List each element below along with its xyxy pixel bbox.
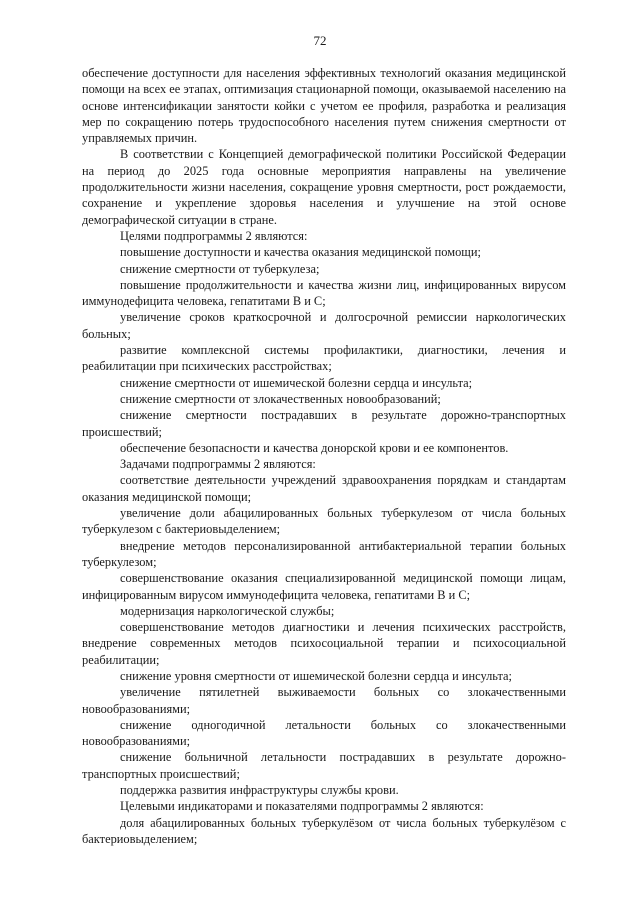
task-item: снижение уровня смертности от ишемической болезни сердца и инсульта; xyxy=(120,668,512,683)
task-item: увеличение пятилетней выживаемости больных со злокачественными новообразованиями; xyxy=(82,685,566,716)
indicator-item: доля абацилированных больных туберкулёзом от числа больных туберкулёзом с бактериовыделением; xyxy=(82,815,566,846)
goal-item: снижение смертности пострадавших в результате дорожно-транспортных происшествий; xyxy=(82,408,566,439)
goal-item: снижение смертности от туберкулеза; xyxy=(120,261,320,276)
paragraph-2: В соответствии с Концепцией демографической политики Российской Федерации на период до 2025 года основные мероприятия направлены на увеличение продолжительности жизни населения, сокращение уровня смертности, рост рождаемости, сохранение и укрепление здоровья населения и улучшение на этой основе демографической ситуации в стране. xyxy=(82,147,566,227)
goal-item: повышение доступности и качества оказания медицинской помощи; xyxy=(120,245,481,260)
goal-item: развитие комплексной системы профилактики, диагностики, лечения и реабилитации при психических расстройствах; xyxy=(82,343,566,374)
task-item: модернизация наркологической службы; xyxy=(120,603,335,618)
goal-item: обеспечение безопасности и качества донорской крови и ее компонентов. xyxy=(120,440,509,455)
task-item: внедрение методов персонализированной антибактериальной терапии больных туберкулезом; xyxy=(82,538,566,569)
task-item: совершенствование методов диагностики и лечения психических расстройств, внедрение современных методов психосоциальной терапии и психосоциальной реабилитации; xyxy=(82,620,566,667)
task-item: снижение больничной летальности пострадавших в результате дорожно-транспортных происшествий; xyxy=(82,750,566,781)
task-item: совершенствование оказания специализированной медицинской помощи лицам, инфицированным вирусом иммунодефицита человека, гепатитами В и С; xyxy=(82,571,566,602)
task-item: соответствие деятельности учреждений здравоохранения порядкам и стандартам оказания медицинской помощи; xyxy=(82,473,566,504)
paragraph-1: обеспечение доступности для населения эффективных технологий оказания медицинской помощи на всех ее этапах, оптимизация стационарной помощи, оказываемой населению на основе интенсификации занятости койки с учетом ее профиля, разработка и реализация мер по сокращению потерь трудоспособного населения путем снижения смертности от управляемых причин. xyxy=(82,66,566,146)
goal-item: снижение смертности от ишемической болезни сердца и инсульта; xyxy=(120,375,473,390)
task-item: снижение одногодичной летальности больных со злокачественными новообразованиями; xyxy=(82,717,566,749)
goal-item: повышение продолжительности и качества жизни лиц, инфицированных вирусом иммунодефицита человека, гепатитами В и С; xyxy=(82,277,566,309)
indicators-heading: Целевыми индикаторами и показателями подпрограммы 2 являются: xyxy=(120,799,484,814)
task-item: увеличение доли абацилированных больных туберкулезом от числа больных туберкулезом с бактериовыделением; xyxy=(82,506,566,537)
document-body xyxy=(82,65,566,847)
goal-item: снижение смертности от злокачественных новообразований; xyxy=(120,391,441,406)
page-number: 72 xyxy=(313,33,327,48)
task-item: поддержка развития инфраструктуры службы крови. xyxy=(120,783,399,798)
goals-heading: Целями подпрограммы 2 являются: xyxy=(120,228,308,243)
tasks-heading: Задачами подпрограммы 2 являются: xyxy=(120,457,316,472)
goal-item: увеличение сроков краткосрочной и долгосрочной ремиссии наркологических больных; xyxy=(82,310,566,341)
